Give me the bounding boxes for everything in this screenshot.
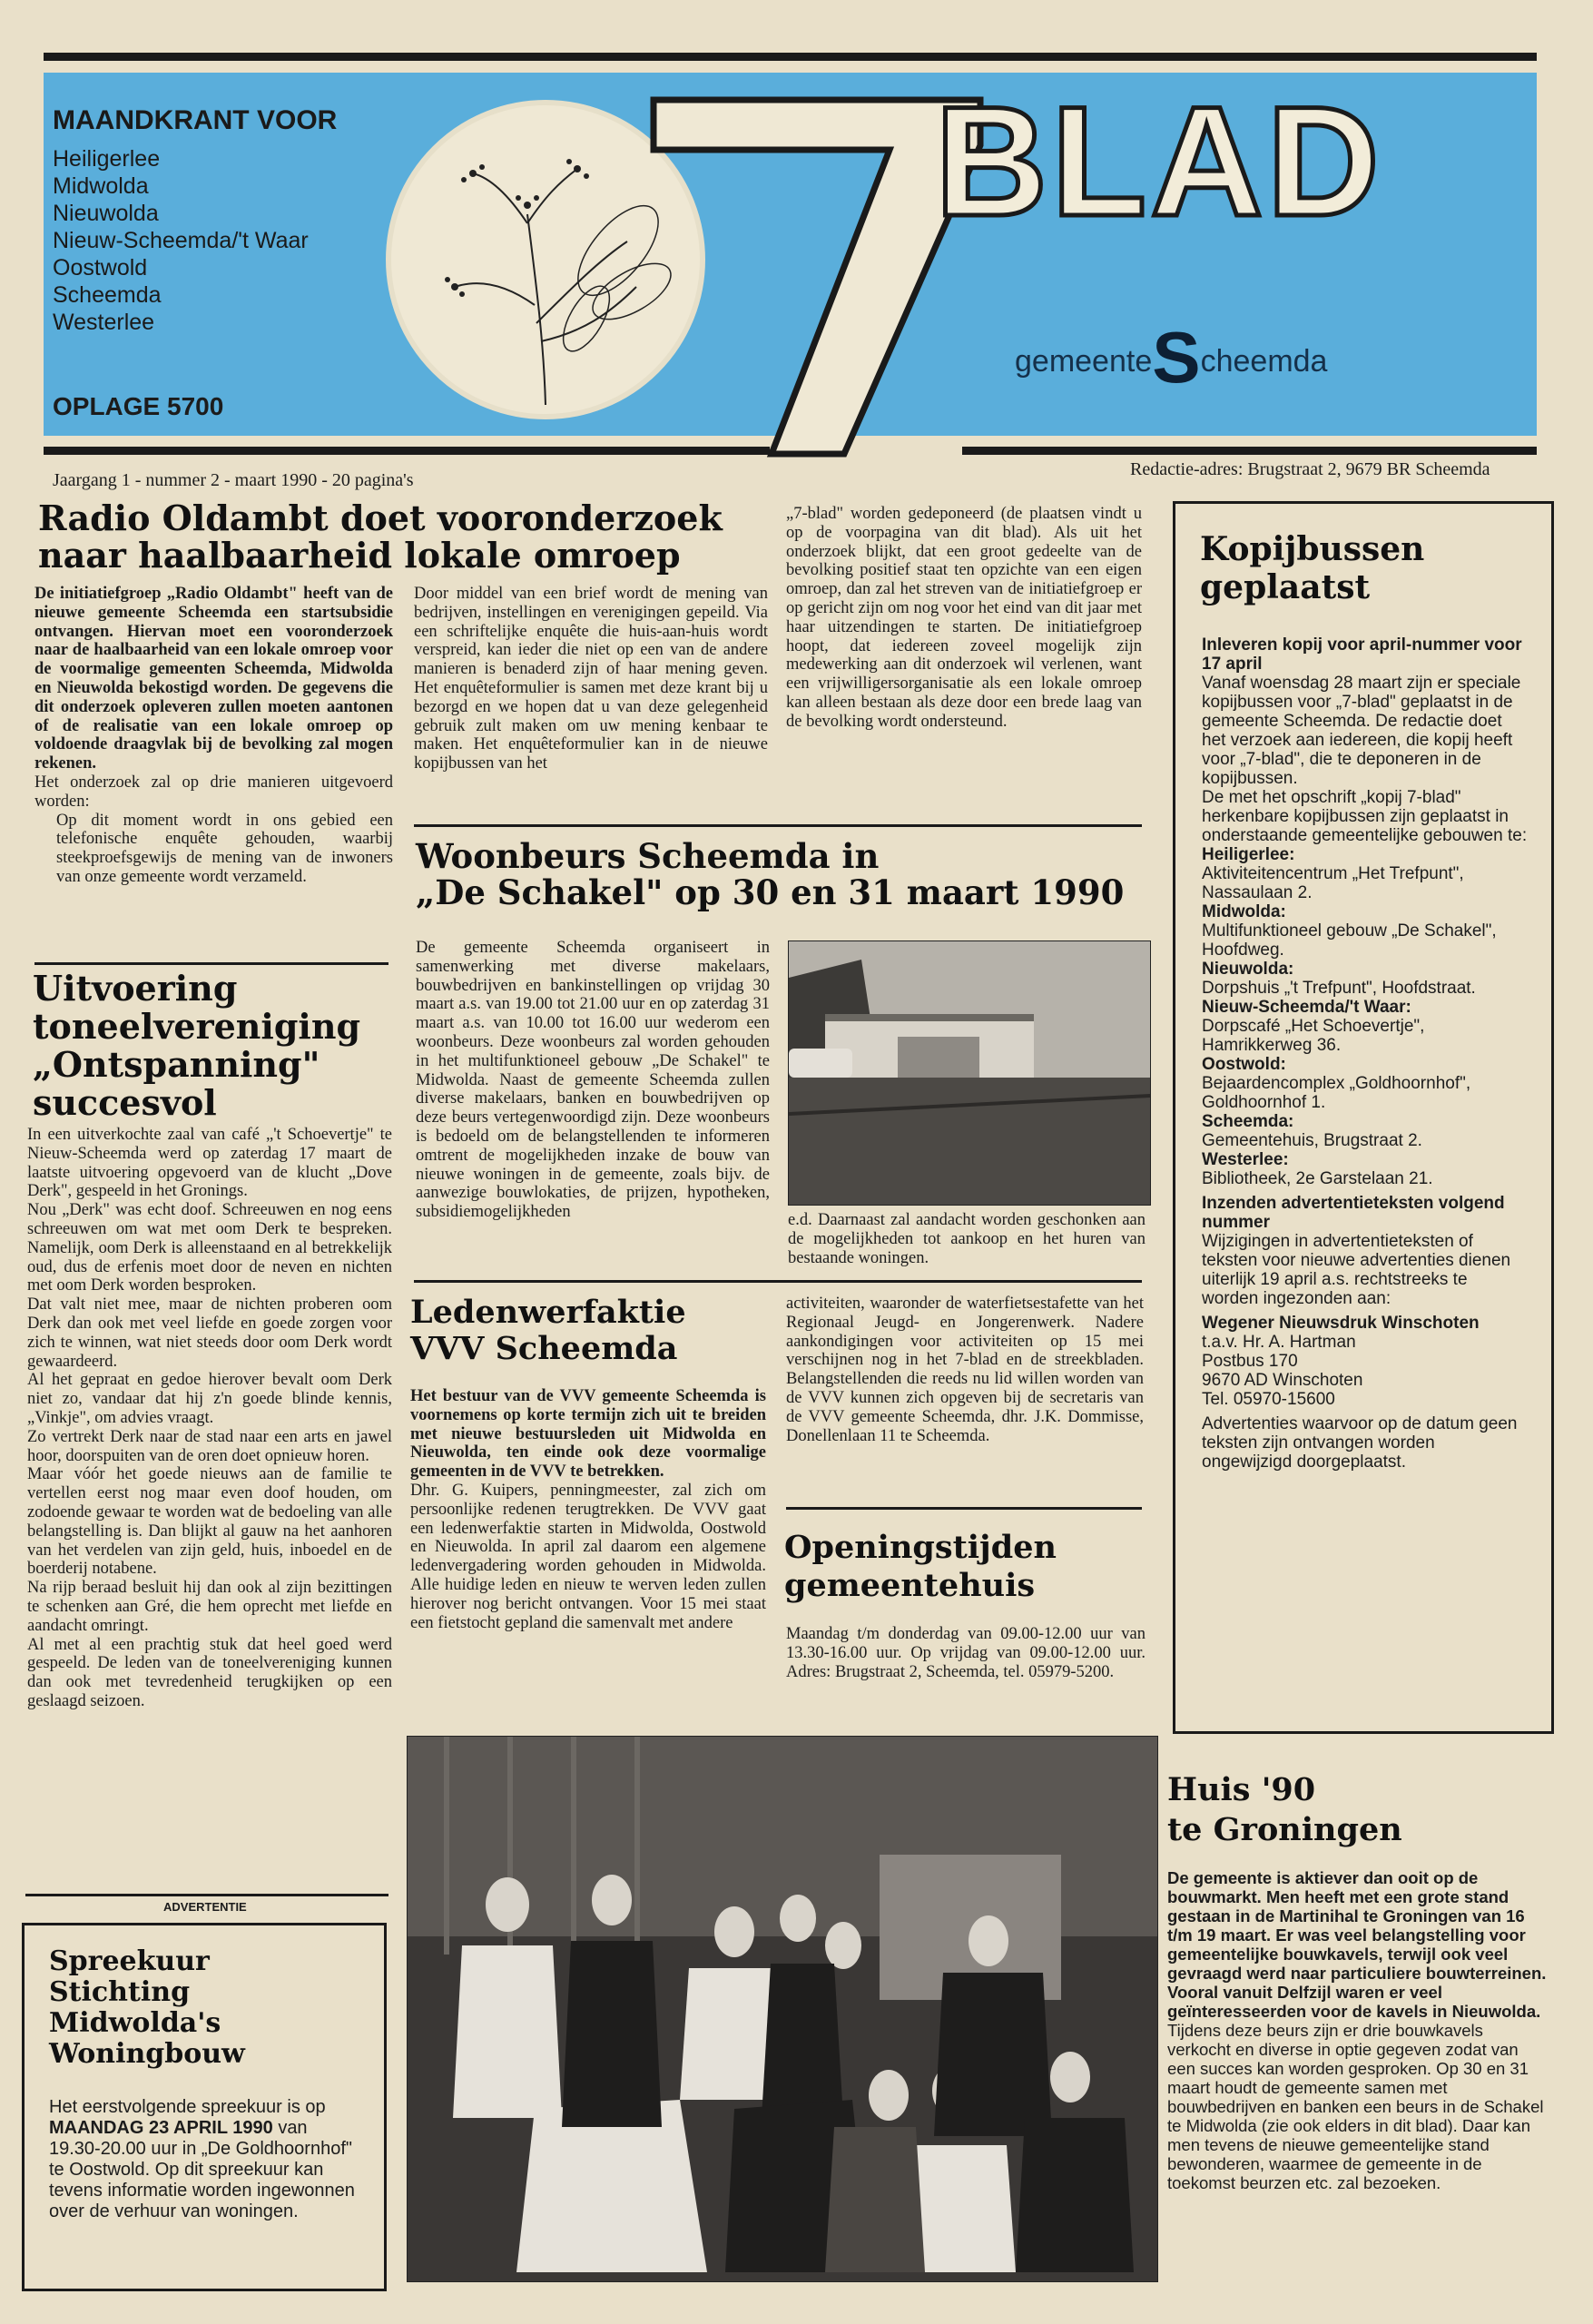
radio-headline: Radio Oldambt doet vooronderzoek naar haalbaarheid lokale omroep <box>38 497 723 576</box>
village-list: Heiligerlee Midwolda Nieuwolda Nieuw-Scheemda/'t Waar Oostwold Scheemda Westerlee <box>53 146 309 335</box>
toneel-headline: Uitvoering toneelvereniging „Ontspanning" succesvol <box>33 968 361 1123</box>
advert-headline: Spreekuur Stichting Midwolda's Woningbouw <box>49 1945 245 2070</box>
list-item: Heiligerlee: Aktiviteitencentrum „Het Trefpunt", Nassaulaan 2. <box>1202 845 1464 902</box>
list-item: Oostwold: Bejaardencomplex „Goldhoornhof", Goldhoornhof 1. <box>1202 1055 1471 1112</box>
building-photo <box>789 941 1150 1205</box>
issue-line: Jaargang 1 - nummer 2 - maart 1990 - 20 pagina's <box>53 470 414 490</box>
masthead-subtitle: MAANDKRANT VOOR <box>53 105 338 135</box>
kopij-text: Inleveren kopij voor april-nummer voor 17 april Vanaf woensdag 28 maart zijn er speciale kopijbussen voor „7-blad" geplaatst in de gemeente Scheemda. De redactie doet het verzoek aan iedereen, die kopij heeft voor „7-blad", die te deponeren in de kopijbussen. De met het opschrift „kopij 7-blad" herkenbare kopijbussen zijn geplaatst in onderstaande gemeentelijke gebouwen te: Heiligerlee: Aktiviteitencentrum „Het Trefpunt", Nassaulaan 2. Midwolda: Multifunktioneel gebouw „De Schakel", Hoofdweg. Nieuwolda: Dorpshuis „'t Trefpunt", Hoofdstraat. Nieuw-Scheemda/'t Waar: Dorpscafé „Het Schoevertje", Hamrikkerweg 36. Oostwold: Bejaardencomplex „Goldhoornhof", Goldhoornhof 1. Scheemda: Gemeentehuis, Brugstraat 2. Westerlee: Bibliotheek, 2e Garstelaan 21. Inzenden advertentieteksten volgend nummer Wijzigingen in advertentieteksten of teksten voor nieuwe advertenties dienen uiterlijk 19 april a.s. rechtstreeks te worden ingezonden aan: Wegener Nieuwsdruk Winschoten t.a.v. Hr. A. Hartman Postbus 170 9670 AD Winschoten Tel. 05970-15600 Advertenties waarvoor op de datum geen teksten zijn ontvangen worden ongewijzigd doorgeplaatst. <box>1202 635 1528 1472</box>
woonbeurs-photo <box>788 940 1151 1206</box>
advert-text: Het eerstvolgende spreekuur is op MAANDAG 23 APRIL 1990 van 19.30-20.00 uur in „De Goldhoornhof" te Oostwold. Op dit spreekuur kan tevens informatie worden ingewonnen over de verhuur van woningen. <box>49 2097 355 2221</box>
address-line: Redactie-adres: Brugstraat 2, 9679 BR Scheemda <box>1130 459 1490 479</box>
openingstijden-text: Maandag t/m donderdag van 09.00-12.00 uur van 13.30-16.00 uur. Op vrijdag van 09.00-12.00 uur. Adres: Brugstraat 2, Scheemda, tel. 05979-5200. <box>786 1625 1146 1681</box>
municipality-logo: gemeenteScheemda <box>1015 317 1328 398</box>
kopij-location-list <box>1202 845 1529 1188</box>
vvv-headline: Ledenwerfaktie VVV Scheemda <box>410 1294 686 1367</box>
woonbeurs-text: De gemeente Scheemda organiseert in samenwerking met diverse makelaars, bouwbedrijven en bankinstellingen op vrijdag 30 maart a.s. van 19.00 tot 21.00 uur en op zaterdag 31 maart a.s. van 10.00 tot 16.00 uur wederom een woonbeurs. Deze woonbeurs zal worden gehouden in het multifunktioneel gebouw „De Schakel" te Midwolda. Naast de gemeente Scheemda zullen diverse makelaars, banken en bouwbedrijven op deze beurs vertegenwoordigd zijn. Deze woonbeurs is bedoeld om de belangstellenden te informeren omtrent de mogelijkheden inzake de bouw van nieuwe woningen in de gemeente, zoals bijv. de aanwezige bouwlokaties, de prijzen, hypotheken, subsidiemogelijkheden <box>416 939 770 1222</box>
woonbeurs-headline: Woonbeurs Scheemda in „De Schakel" op 30 en 31 maart 1990 <box>416 836 1125 912</box>
advert-label: ADVERTENTIE <box>163 1900 247 1914</box>
list-item: Nieuw-Scheemda/'t Waar: Dorpscafé „Het Schoevertje", Hamrikkerweg 36. <box>1202 998 1425 1055</box>
radio-col-1: De initiatiefgroep „Radio Oldambt" heeft van de nieuwe gemeente Scheemda een startsubsidie ontvangen. Hiervan moet een vooronderzoek naar de haalbaarheid van een lokale omroep voor de voormalige gemeenten Scheemda, Midwolda en Nieuwolda bekostigd worden. De gegevens die dit onderzoek opleveren zullen moeten aantonen of de realisatie van een lokale omroep op voldoende draagvlak bij de bevolking zal mogen rekenen. Het onderzoek zal op drie manieren uitgevoerd worden: Op dit moment wordt in ons gebied een telefonische enquête gehouden, waarbij steekproefsgewijs de mening van de inwoners van onze gemeente wordt verzameld. <box>34 585 393 886</box>
list-item: Nieuwolda: Dorpshuis „'t Trefpunt", Hoofdstraat. <box>1202 960 1476 998</box>
toneel-text: In een uitverkochte zaal van café „'t Schoevertje" te Nieuw-Scheemda werd op zaterdag 17 maart de laatste uitvoering opgevoerd van de klucht „Dove Derk", gespeeld in het Gronings. Nou „Derk" was echt doof. Schreeuwen en nog eens schreeuwen om wat met oom Derk te bespreken. Namelijk, oom Derk is alleenstaand en al betrekkelijk oud, dus de erfenis moet door de neven en nichten met oom Derk worden besproken. Dat valt niet mee, maar de nichten proberen oom Derk dan ook met veel liefde en goede zorgen voor zich te winnen, wat niet steeds door oom Derk wordt gewaardeerd. Al het gepraat en gedoe hierover bevalt oom Derk niet zo, vandaar dat hij z'n goede blinde kennis, „Vinkje", om advies vraagt. Zo vertrekt Derk naar de stad naar een arts en jawel hoor, doorspuiten van de oren doet opnieuw horen. Maar vóór het goede nieuws aan de familie te vertellen eerst nog maar even doof houden, om zodoende gewaar te worden wat de bedoeling van alle belangstelling is. Dan blijkt al gauw na het aanhoren van het verdelen van zijn geld, huis, inboedel en de boerderij notabene. Na rijp beraad besluit hij dan ook al zijn bezittingen te schenken aan Gré, die hem oprecht met liefde en aandacht omringt. Al met al een prachtig stuk dat heel goed werd gespeeld. De leden van de toneelvereniging kunnen dan ook met tevredenheid terugkijken op een geslaagd seizoen. <box>27 1126 392 1710</box>
radio-col-2: Door middel van een brief wordt de mening van bedrijven, instellingen en verenigingen gepeild. Via een schriftelijke enquête die huis-aan-huis wordt verspreid, kan ieder die niet op een van de andere manieren is benaderd zijn of haar mening geven. Het enquêteformulier is samen met deze krant bij u bezorgd en we hopen dat u van deze gelegenheid gebruik zult maken om uw mening kenbaar te maken. Het enquêteformulier kan in de nieuwe kopijbussen van het <box>414 585 768 773</box>
radio-col-3: „7-blad" worden gedeponeerd (de plaatsen vindt u op de voorpagina van dit blad). Als uit het onderzoek blijkt, dat een groot gedeelte van de bevolking positief staat ten opzichte van een eigen omroep, dan zal het streven van de initiatiefgroep er op gericht zijn om nog voor het eind van dit jaar met haar uitzendingen te starten. De initiatiefgroep hoopt, dat iedereen zoveel mogelijk zijn medewerking aan dit onderzoek wil verlenen, want een vrijwilligersorganisatie als een lokale omroep kan alleen bestaan als deze door een brede laag van de bevolking wordt ondersteund. <box>786 505 1142 731</box>
huis90-headline: Huis '90 te Groningen <box>1167 1771 1402 1848</box>
kopij-headline: Kopijbussen geplaatst <box>1200 530 1425 606</box>
list-item: Scheemda: Gemeentehuis, Brugstraat 2. <box>1202 1112 1422 1150</box>
people-photo <box>408 1737 1157 2281</box>
openingstijden-headline: Openingstijden gemeentehuis <box>784 1529 1057 1604</box>
vvv-text-right: activiteiten, waaronder de waterfietsestafette van het Regionaal Jeugd- en Jongerenwerk. Nadere aankondigingen voor activiteiten op 15 mei verschijnen nog in het 7-blad en de streekbladen. Belangstellenden die reeds nu lid willen worden van de VVV kunnen zich opgeven bij de secretaris van de VVV gemeente Scheemda, dhr. J.K. Dommisse, Donellenlaan 11 te Scheemda. <box>786 1295 1144 1445</box>
huis90-text: De gemeente is aktiever dan ooit op de bouwmarkt. Men heeft met een grote stand gestaan in de Martinihal te Groningen van 16 t/m 19 maart. Er was veel belangstelling voor gemeentelijke bouwkavels, terwijl ook veel gevraagd werd naar particuliere bouwterreinen. Vooral vanuit Delfzijl waren er veel geïnteresseerden voor de kavels in Nieuwolda. Tijdens deze beurs zijn er drie bouwkavels verkocht en diverse in optie gegeven zodat van een succes kan worden gesproken. Op 30 en 31 maart houdt de gemeente samen met bouwbedrijven en banken een beurs in de Schakel te Midwolda (zie ook elders in dit blad). Daar kan men tevens de nieuwe gemeentelijke stand bewonderen, waarmee de gemeente in de toekomst beurzen etc. zal bezoeken. <box>1167 1868 1547 2192</box>
woonbeurs-text-right: e.d. Daarnaast zal aandacht worden geschonken aan de mogelijkheden tot aankoop en het huren van bestaande woningen. <box>788 1211 1146 1267</box>
logo-word: BLAD <box>935 74 1383 249</box>
list-item: Westerlee: Bibliotheek, 2e Garstelaan 21. <box>1202 1150 1433 1188</box>
circulation: OPLAGE 5700 <box>53 392 224 420</box>
list-item: Midwolda: Multifunktioneel gebouw „De Schakel", Hoofdweg. <box>1202 902 1497 960</box>
group-photo <box>407 1736 1158 2282</box>
vvv-text: Het bestuur van de VVV gemeente Scheemda is voornemens op korte termijn zich uit te breiden met nieuwe bestuursleden uit Midwolda en Nieuwolda, ten einde ook deze voormalige gemeenten in de VVV te betrekken. Dhr. G. Kuipers, penningmeester, zal zich om persoonlijke redenen terugtrekken. De VVV gaat een ledenwerfaktie starten in Midwolda, Oostwold en Nieuwolda. In april zal daarom een algemene ledenvergadering worden gehouden in Midwolda. Alle huidige leden en nieuw te werven leden zullen hierover nog bericht ontvangen. Voor 15 mei staat een fietstocht gepland die samenvalt met andere <box>410 1387 766 1632</box>
